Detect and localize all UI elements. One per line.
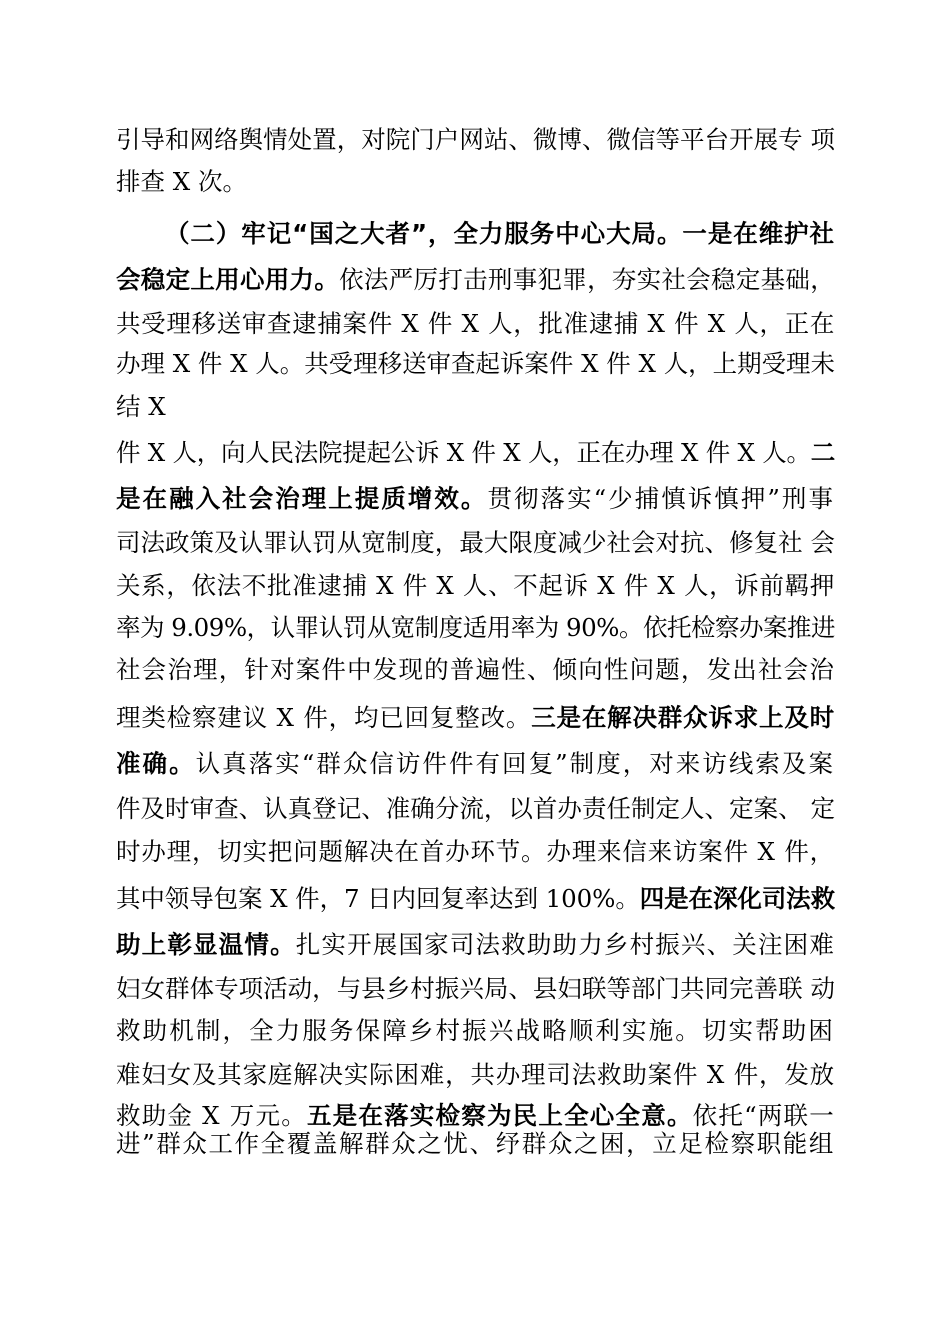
text-line: [116, 930, 835, 959]
bold-heading-text: 四是在深化司法救: [639, 884, 835, 913]
text-line: [116, 125, 835, 154]
body-text: 扎实开展国家司法救助助力乡村振兴、关注困难: [295, 930, 835, 959]
body-text: 依法严厉打击刑事犯罪，夯实社会稳定基础，: [339, 265, 836, 294]
body-text: 贯彻落实“少捕慎诉慎押”刑事: [487, 484, 835, 513]
text-line: [116, 974, 835, 1003]
body-text: 结 X: [116, 392, 166, 421]
body-text: 时办理，切实把问题解决在首办环节。办理来信来访案件 X 件，: [116, 837, 835, 866]
body-text: 引导和网络舆情处置，对院门户网站、微博、微信等平台开展专 项: [116, 125, 835, 154]
body-text: 共受理移送审查逮捕案件 X 件 X 人，批准逮捕 X 件 X 人，正在: [116, 309, 835, 338]
text-line: [116, 571, 835, 600]
text-line: [116, 794, 835, 823]
text-line: [116, 167, 248, 196]
body-text: 排查 X 次。: [116, 167, 248, 196]
text-line: [116, 392, 166, 421]
text-line: [116, 884, 835, 913]
body-text: 其中领导包案 X 件，7 日内回复率达到 100%。: [116, 884, 640, 913]
text-line: [116, 349, 835, 378]
bold-heading-text: 二: [810, 438, 835, 467]
body-text: 件及时审查、认真登记、准确分流，以首办责任制定人、定案、 定: [116, 794, 835, 823]
text-line: [165, 219, 835, 248]
text-line: [116, 837, 835, 866]
body-text: 救助机制，全力服务保障乡村振兴战略顺利实施。切实帮助困: [116, 1016, 835, 1045]
text-line: [116, 1129, 835, 1158]
bold-heading-text: 五是在落实检察为民上全心全意。: [306, 1101, 693, 1130]
bold-heading-text: 准确。: [116, 749, 196, 778]
text-line: [116, 438, 835, 467]
text-line: [116, 265, 836, 294]
text-line: [116, 309, 835, 338]
body-text: 进”群众工作全覆盖解群众之忧、纾群众之困，立足检察职能组: [116, 1129, 835, 1158]
body-text: 司法政策及认罪认罚从宽制度，最大限度减少社会对抗、修复社 会: [116, 528, 835, 557]
bold-heading-text: 会稳定上用心用力。: [116, 265, 340, 294]
bold-heading-text: 助上彰显温情。: [116, 930, 296, 959]
text-line: [116, 528, 835, 557]
bold-heading-text: 三是在解决群众诉求上及时: [531, 703, 835, 732]
text-line: [116, 749, 835, 778]
body-text: 救助金 X 万元。: [116, 1101, 307, 1130]
body-text: 件 X 人，向人民法院提起公诉 X 件 X 人，正在办理 X 件 X 人。: [116, 438, 811, 467]
bold-heading-text: 是在融入社会治理上提质增效。: [116, 484, 488, 513]
body-text: 认真落实“群众信访件件有回复”制度，对来访线索及案: [195, 749, 835, 778]
body-text: 社会治理，针对案件中发现的普遍性、倾向性问题，发出社会治: [116, 655, 835, 684]
body-text: 关系，依法不批准逮捕 X 件 X 人、不起诉 X 件 X 人，诉前羁押: [116, 571, 835, 600]
bold-heading-text: （二）牢记“国之大者”，全力服务中心大局。一是在维护社: [165, 219, 835, 248]
body-text: 办理 X 件 X 人。共受理移送审查起诉案件 X 件 X 人，上期受理未: [116, 349, 835, 378]
body-text: 理类检察建议 X 件，均已回复整改。: [116, 703, 532, 732]
text-line: [116, 1060, 835, 1089]
body-text: 妇女群体专项活动，与县乡村振兴局、县妇联等部门共同完善联 动: [116, 974, 835, 1003]
text-line: [116, 1101, 835, 1130]
text-line: [116, 655, 835, 684]
text-line: [116, 703, 835, 732]
text-line: [116, 484, 835, 513]
text-line: [116, 1016, 835, 1045]
body-text: 率为 9.09%，认罪认罚从宽制度适用率为 90%。依托检察办案推进: [116, 613, 835, 642]
text-line: [116, 613, 835, 642]
body-text: 依托“两联一: [692, 1101, 835, 1130]
body-text: 难妇女及其家庭解决实际困难，共办理司法救助案件 X 件，发放: [116, 1060, 835, 1089]
